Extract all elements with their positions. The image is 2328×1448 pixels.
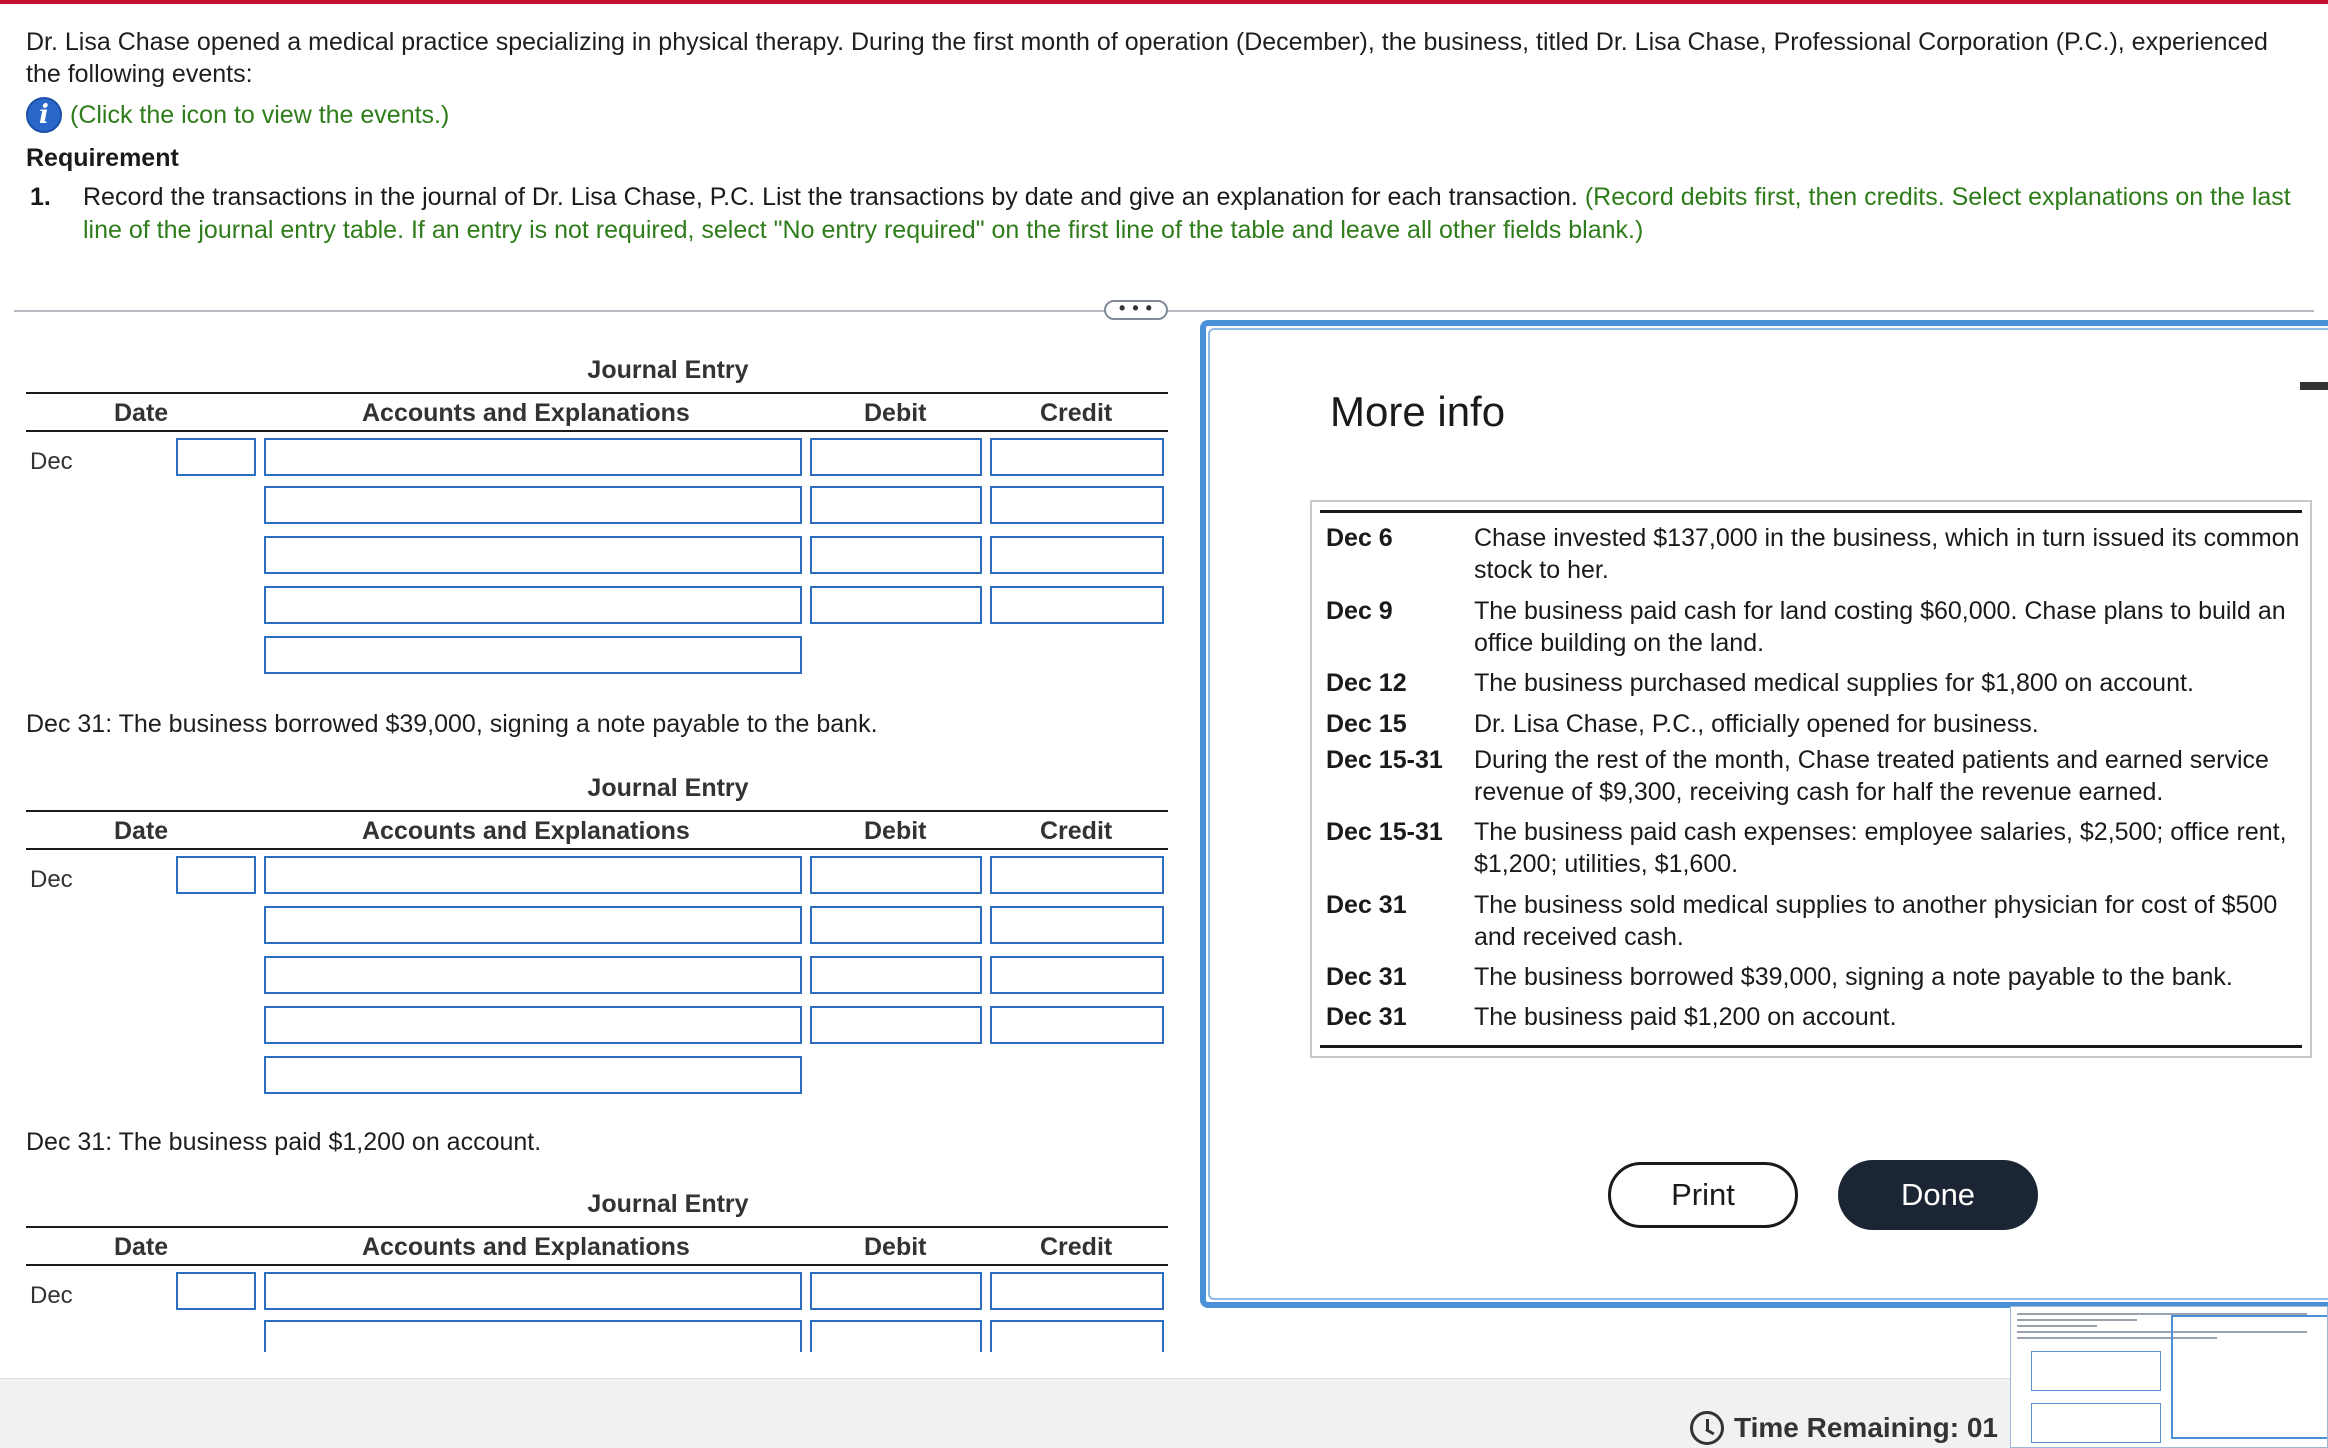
journal-title: Journal Entry xyxy=(587,774,749,802)
account-input-2[interactable] xyxy=(264,486,802,524)
account-input-1[interactable] xyxy=(264,438,802,476)
event-date: Dec 31 xyxy=(1326,891,1407,919)
col-debit: Debit xyxy=(864,1233,927,1261)
event-text: Dr. Lisa Chase, P.C., officially opened for business. xyxy=(1474,710,2039,738)
event-date: Dec 15-31 xyxy=(1326,746,1443,774)
event-row xyxy=(1326,708,2306,740)
event-row xyxy=(1326,744,2306,808)
event-row xyxy=(1326,595,2306,659)
debit-input-3[interactable] xyxy=(810,956,982,994)
debit-input-4[interactable] xyxy=(810,586,982,624)
explanation-input[interactable] xyxy=(264,1056,802,1094)
event-text: The business purchased medical supplies for $1,800 on account. xyxy=(1474,669,2194,697)
event-row xyxy=(1326,816,2306,880)
journal-3-narrative: Dec 31: The business paid $1,200 on account. xyxy=(26,1128,542,1156)
journal-header xyxy=(26,810,1168,850)
col-credit: Credit xyxy=(1040,1233,1113,1261)
credit-input-3[interactable] xyxy=(990,956,1164,994)
journal-title: Journal Entry xyxy=(587,356,749,384)
col-credit: Credit xyxy=(1040,399,1113,427)
event-row xyxy=(1326,667,2306,699)
account-input-3[interactable] xyxy=(264,536,802,574)
event-text: During the rest of the month, Chase treated patients and earned service revenue of $9,300, receiving cash for half the revenue earned. xyxy=(1474,746,2269,806)
journal-2-narrative: Dec 31: The business borrowed $39,000, signing a note payable to the bank. xyxy=(26,710,878,738)
date-input[interactable] xyxy=(176,438,256,476)
journal-area xyxy=(0,0,1200,1352)
thumb-line xyxy=(2017,1325,2097,1327)
requirement-title: Requirement xyxy=(26,144,179,172)
thumb-table xyxy=(2031,1351,2161,1391)
events-table xyxy=(1310,500,2312,1058)
col-accounts: Accounts and Explanations xyxy=(362,399,690,427)
debit-input-2[interactable] xyxy=(810,906,982,944)
col-accounts: Accounts and Explanations xyxy=(362,1233,690,1261)
event-row xyxy=(1326,961,2306,993)
col-date: Date xyxy=(114,1233,169,1261)
credit-input-2[interactable] xyxy=(990,1320,1164,1352)
account-input-2[interactable] xyxy=(264,1320,802,1352)
month-label: Dec xyxy=(30,1282,73,1309)
event-date: Dec 31 xyxy=(1326,963,1407,991)
event-date: Dec 12 xyxy=(1326,669,1407,697)
event-text: The business paid cash for land costing $60,000. Chase plans to build an office building on the land. xyxy=(1474,597,2286,657)
event-text: Chase invested $137,000 in the business, which in turn issued its common stock to her. xyxy=(1474,524,2300,584)
requirement-hint: (Record debits first, then credits. Select explanations on the last line of the journal entry table. If an entry is not required, select "No entry required" on the first line of the table and leave all other fields blank.) xyxy=(83,183,2291,244)
col-debit: Debit xyxy=(864,817,927,845)
account-input-1[interactable] xyxy=(264,856,802,894)
clock-icon xyxy=(1690,1411,1724,1445)
journal-entry-table-1 xyxy=(26,352,1168,682)
event-text: The business paid cash expenses: employee salaries, $2,500; office rent, $1,200; utilities, $1,600. xyxy=(1474,818,2287,878)
event-date: Dec 6 xyxy=(1326,524,1393,552)
credit-input-2[interactable] xyxy=(990,486,1164,524)
event-date: Dec 15-31 xyxy=(1326,818,1443,846)
debit-input-2[interactable] xyxy=(810,486,982,524)
event-text: The business sold medical supplies to another physician for cost of $500 and received cash. xyxy=(1474,891,2278,951)
credit-input-1[interactable] xyxy=(990,1272,1164,1310)
account-input-4[interactable] xyxy=(264,586,802,624)
credit-input-4[interactable] xyxy=(990,1006,1164,1044)
credit-input-1[interactable] xyxy=(990,438,1164,476)
events-rule-bottom xyxy=(1320,1045,2302,1048)
event-row xyxy=(1326,1001,2306,1033)
thumb-line xyxy=(2017,1319,2137,1321)
event-text: The business borrowed $39,000, signing a note payable to the bank. xyxy=(1474,963,2233,991)
event-row xyxy=(1326,522,2306,586)
info-link-text[interactable]: (Click the icon to view the events.) xyxy=(70,100,450,129)
events-rule-top xyxy=(1320,510,2302,513)
modal-title: More info xyxy=(1330,388,1506,435)
thumb-modal xyxy=(2171,1315,2328,1439)
journal-header xyxy=(26,392,1168,432)
event-date: Dec 31 xyxy=(1326,1003,1407,1031)
account-input-3[interactable] xyxy=(264,956,802,994)
col-credit: Credit xyxy=(1040,817,1113,845)
print-button[interactable]: Print xyxy=(1608,1162,1798,1228)
event-date: Dec 9 xyxy=(1326,597,1393,625)
account-input-2[interactable] xyxy=(264,906,802,944)
debit-input-1[interactable] xyxy=(810,1272,982,1310)
page-thumbnail[interactable] xyxy=(2010,1306,2328,1448)
timer-text: Time Remaining: 01 xyxy=(1734,1412,1999,1443)
debit-input-3[interactable] xyxy=(810,536,982,574)
col-debit: Debit xyxy=(864,399,927,427)
col-date: Date xyxy=(114,399,169,427)
journal-entry-table-2 xyxy=(26,770,1168,1100)
debit-input-1[interactable] xyxy=(810,856,982,894)
debit-input-4[interactable] xyxy=(810,1006,982,1044)
journal-header xyxy=(26,1226,1168,1266)
done-button[interactable]: Done xyxy=(1838,1160,2038,1230)
journal-entry-table-3 xyxy=(26,1186,1168,1352)
timer xyxy=(1690,1408,1998,1448)
credit-input-1[interactable] xyxy=(990,856,1164,894)
event-date: Dec 15 xyxy=(1326,710,1407,738)
date-input[interactable] xyxy=(176,856,256,894)
requirement-text: Record the transactions in the journal of Dr. Lisa Chase, P.C. List the transactions by date and give an explanation for each transaction. xyxy=(83,183,1578,211)
date-input[interactable] xyxy=(176,1272,256,1310)
event-row xyxy=(1326,889,2306,953)
account-input-1[interactable] xyxy=(264,1272,802,1310)
more-info-modal xyxy=(1200,320,2328,1308)
debit-input-1[interactable] xyxy=(810,438,982,476)
problem-intro: Dr. Lisa Chase opened a medical practice specializing in physical therapy. During the first month of operation (December), the business, titled Dr. Lisa Chase, Professional Corporation (P.C.), experienced the following events: xyxy=(26,28,2268,88)
event-text: The business paid $1,200 on account. xyxy=(1474,1003,1897,1031)
month-label: Dec xyxy=(30,448,73,475)
debit-input-2[interactable] xyxy=(810,1320,982,1352)
requirement-number: 1. xyxy=(30,183,51,211)
minimize-icon[interactable] xyxy=(2300,382,2328,390)
col-accounts: Accounts and Explanations xyxy=(362,817,690,845)
col-date: Date xyxy=(114,817,169,845)
credit-input-2[interactable] xyxy=(990,906,1164,944)
explanation-input[interactable] xyxy=(264,636,802,674)
thumb-table xyxy=(2031,1403,2161,1443)
info-icon[interactable]: i xyxy=(26,97,62,133)
journal-title: Journal Entry xyxy=(587,1190,749,1218)
credit-input-3[interactable] xyxy=(990,536,1164,574)
month-label: Dec xyxy=(30,866,73,893)
account-input-4[interactable] xyxy=(264,1006,802,1044)
expand-ellipsis-button[interactable]: • • • xyxy=(1104,300,1168,320)
credit-input-4[interactable] xyxy=(990,586,1164,624)
